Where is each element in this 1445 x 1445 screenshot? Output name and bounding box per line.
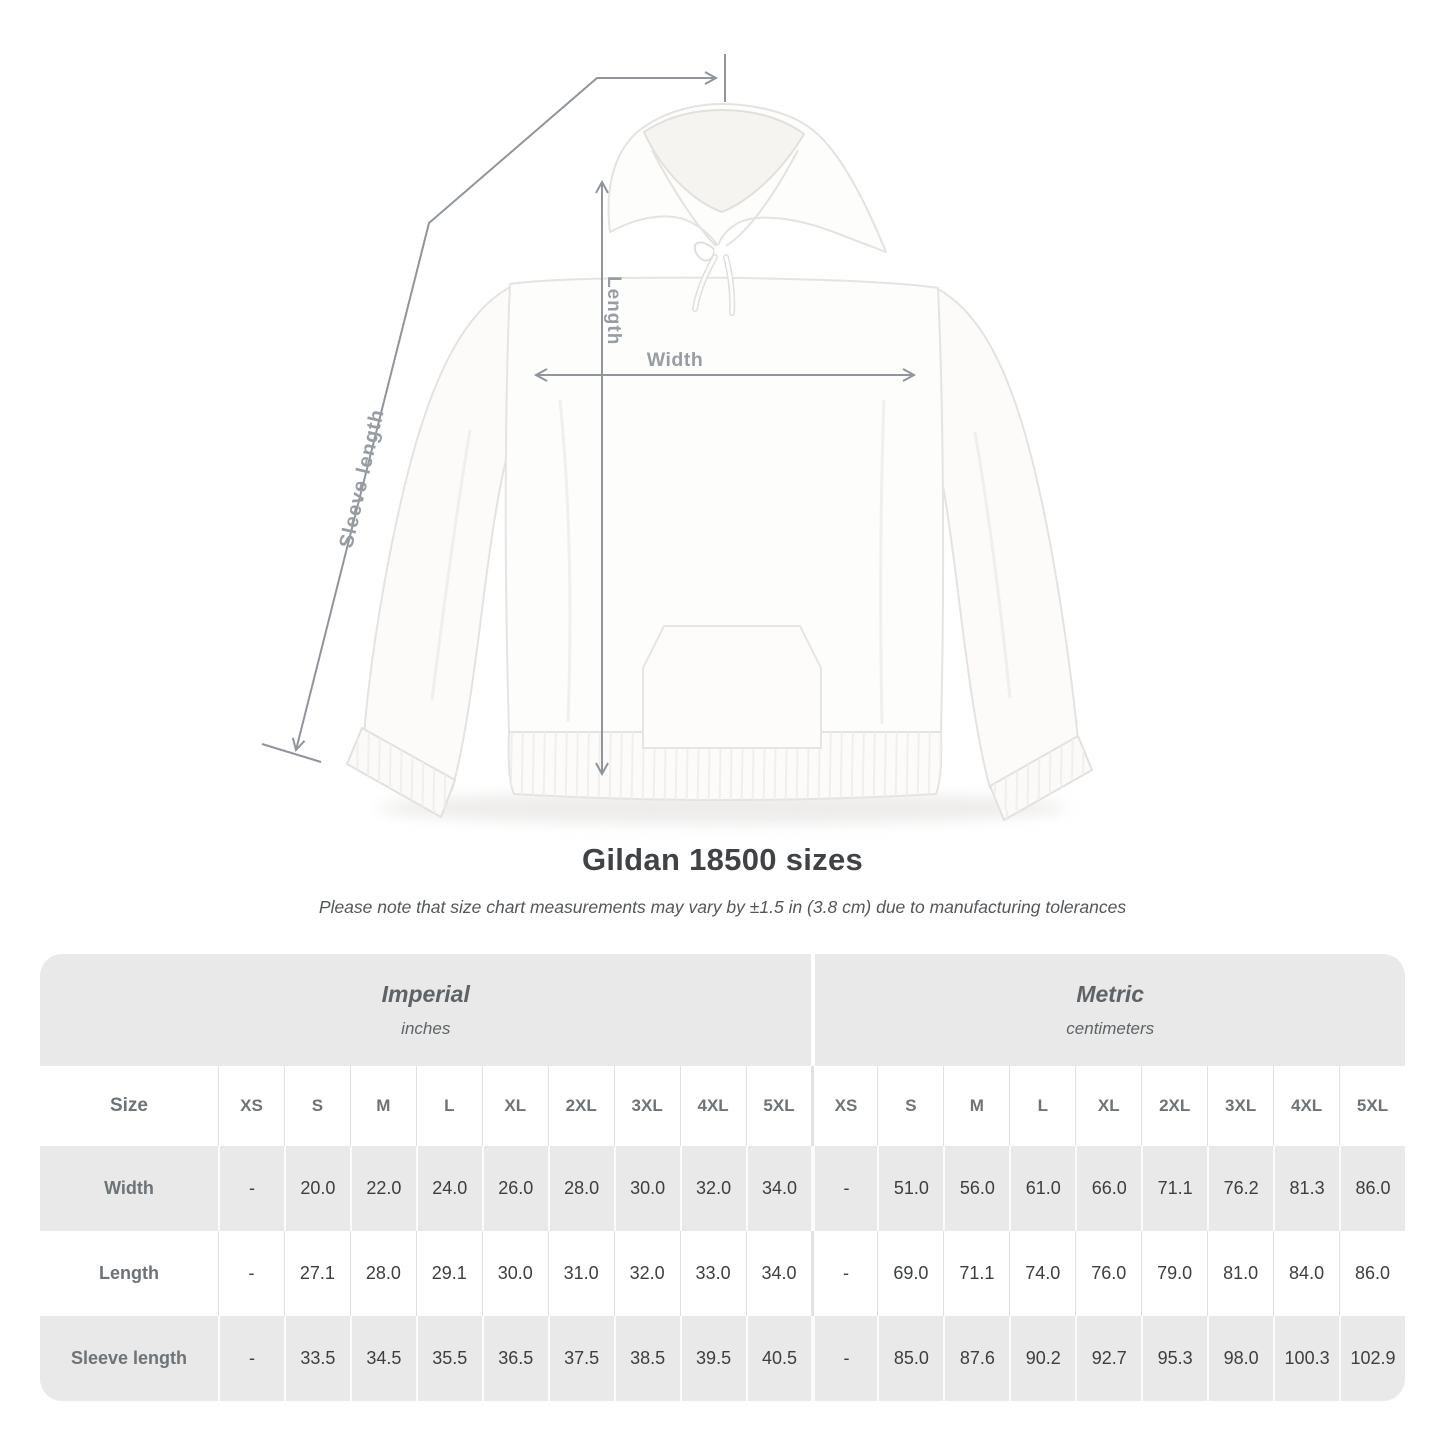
left-sleeve — [347, 286, 516, 817]
value-cell: 26.0 — [482, 1146, 548, 1231]
hoodie-diagram-svg — [250, 40, 1200, 870]
value-cell: 34.5 — [350, 1316, 416, 1401]
value-cell: 76.2 — [1207, 1146, 1273, 1231]
value-cell: - — [811, 1146, 877, 1231]
unit-group-unit: centimeters — [1066, 1019, 1155, 1038]
kangaroo-pocket — [643, 626, 821, 748]
size-header-cell: L — [416, 1066, 482, 1146]
value-cell: 34.0 — [746, 1231, 812, 1316]
value-cell: 74.0 — [1009, 1231, 1075, 1316]
value-cell: 30.0 — [614, 1146, 680, 1231]
hood — [608, 104, 886, 252]
value-cell: 85.0 — [877, 1316, 943, 1401]
value-cell: 81.0 — [1207, 1231, 1273, 1316]
value-cell: 22.0 — [350, 1146, 416, 1231]
value-cell: 28.0 — [548, 1146, 614, 1231]
size-header-cell: XS — [811, 1066, 877, 1146]
value-cell: 32.0 — [680, 1146, 746, 1231]
unit-group-metric — [811, 954, 1405, 1066]
size-header-cell: S — [877, 1066, 943, 1146]
unit-group-unit: inches — [401, 1019, 451, 1038]
value-cell: 95.3 — [1141, 1316, 1207, 1401]
size-header-cell: S — [284, 1066, 350, 1146]
row-label-cell: Sleeve length — [40, 1316, 218, 1401]
row-label-cell: Width — [40, 1146, 218, 1231]
value-cell: - — [218, 1231, 284, 1316]
value-cell: 31.0 — [548, 1231, 614, 1316]
value-cell: 38.5 — [614, 1316, 680, 1401]
value-cell: 86.0 — [1339, 1231, 1405, 1316]
value-cell: 92.7 — [1075, 1316, 1141, 1401]
width-label: Width — [646, 349, 704, 371]
value-cell: 81.3 — [1273, 1146, 1339, 1231]
value-cell: 84.0 — [1273, 1231, 1339, 1316]
size-header-cell: 2XL — [548, 1066, 614, 1146]
value-cell: 29.1 — [416, 1231, 482, 1316]
value-cell: - — [811, 1316, 877, 1401]
size-header-cell: 2XL — [1141, 1066, 1207, 1146]
value-cell: - — [811, 1231, 877, 1316]
value-cell: 36.5 — [482, 1316, 548, 1401]
size-header-cell: L — [1009, 1066, 1075, 1146]
size-header-cell: XS — [218, 1066, 284, 1146]
value-cell: 86.0 — [1339, 1146, 1405, 1231]
size-table — [40, 954, 1405, 1401]
value-cell: 24.0 — [416, 1146, 482, 1231]
sleeve-length-label: Sleeve length — [335, 406, 389, 551]
length-label: Length — [603, 276, 624, 346]
value-cell: 33.0 — [680, 1231, 746, 1316]
size-header-cell: XL — [482, 1066, 548, 1146]
cuff-tick — [262, 744, 321, 762]
value-cell: - — [218, 1146, 284, 1231]
tolerance-note: Please note that size chart measurements may vary by ±1.5 in (3.8 cm) due to manufacturing tolerances — [318, 897, 1127, 917]
size-header-cell: M — [943, 1066, 1009, 1146]
value-cell: 34.0 — [746, 1146, 812, 1231]
row-label-cell: Length — [40, 1231, 218, 1316]
right-sleeve — [928, 288, 1092, 820]
value-cell: 40.5 — [746, 1316, 812, 1401]
value-cell: 87.6 — [943, 1316, 1009, 1401]
value-cell: 51.0 — [877, 1146, 943, 1231]
page-title: Gildan 18500 sizes — [581, 842, 864, 877]
value-cell: 37.5 — [548, 1316, 614, 1401]
hoodie-illustration — [347, 104, 1092, 824]
size-header-cell: 3XL — [1207, 1066, 1273, 1146]
size-header-cell: M — [350, 1066, 416, 1146]
size-header-cell: 5XL — [746, 1066, 812, 1146]
value-cell: 33.5 — [284, 1316, 350, 1401]
size-header-cell: 3XL — [614, 1066, 680, 1146]
value-cell: 39.5 — [680, 1316, 746, 1401]
value-cell: 98.0 — [1207, 1316, 1273, 1401]
size-column-header: Size — [40, 1066, 218, 1146]
value-cell: 30.0 — [482, 1231, 548, 1316]
unit-group-name: Metric — [1076, 981, 1145, 1007]
value-cell: 28.0 — [350, 1231, 416, 1316]
value-cell: - — [218, 1316, 284, 1401]
size-header-cell: 4XL — [1273, 1066, 1339, 1146]
value-cell: 20.0 — [284, 1146, 350, 1231]
value-cell: 71.1 — [943, 1231, 1009, 1316]
value-cell: 79.0 — [1141, 1231, 1207, 1316]
value-cell: 90.2 — [1009, 1316, 1075, 1401]
value-cell: 76.0 — [1075, 1231, 1141, 1316]
value-cell: 32.0 — [614, 1231, 680, 1316]
value-cell: 102.9 — [1339, 1316, 1405, 1401]
value-cell: 66.0 — [1075, 1146, 1141, 1231]
value-cell: 100.3 — [1273, 1316, 1339, 1401]
size-header-cell: 5XL — [1339, 1066, 1405, 1146]
value-cell: 61.0 — [1009, 1146, 1075, 1231]
size-header-cell: XL — [1075, 1066, 1141, 1146]
value-cell: 56.0 — [943, 1146, 1009, 1231]
size-header-cell: 4XL — [680, 1066, 746, 1146]
unit-group-imperial — [40, 954, 811, 1066]
unit-group-name: Imperial — [381, 981, 470, 1007]
value-cell: 71.1 — [1141, 1146, 1207, 1231]
value-cell: 69.0 — [877, 1231, 943, 1316]
value-cell: 27.1 — [284, 1231, 350, 1316]
product-measurement-diagram — [250, 40, 1200, 870]
value-cell: 35.5 — [416, 1316, 482, 1401]
